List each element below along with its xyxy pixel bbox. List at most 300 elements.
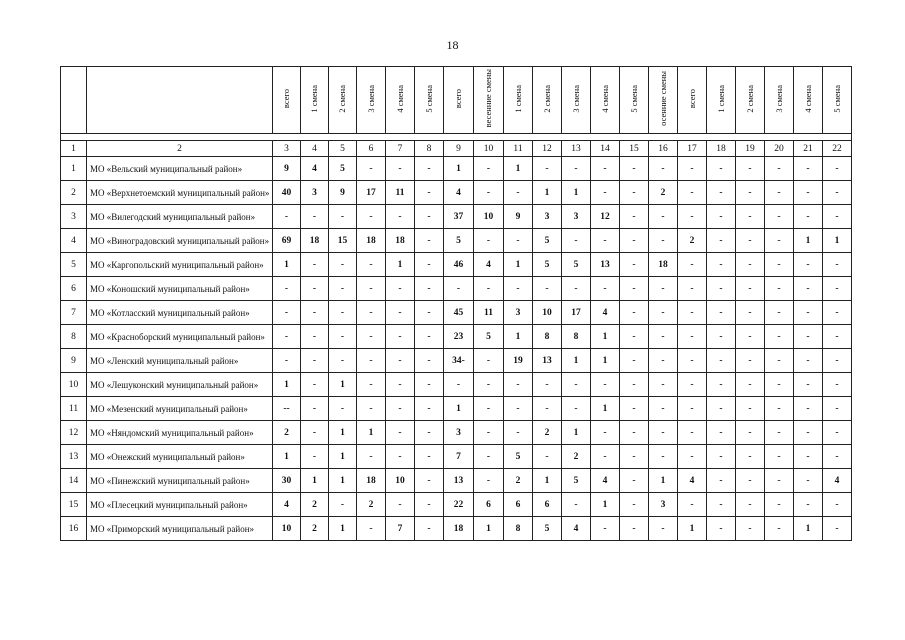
column-index-cell: 5 [329,141,357,157]
value-cell: - [649,157,678,181]
column-index-cell: 22 [823,141,852,157]
value-cell: 4 [591,301,620,325]
value-cell: - [736,277,765,301]
header-label: 5 смена [628,84,639,113]
column-index-cell: 3 [273,141,301,157]
value-cell: 1 [794,229,823,253]
value-cell: 1 [329,469,357,493]
header-cell [504,67,533,134]
column-index-cell: 13 [562,141,591,157]
value-cell: - [301,325,329,349]
value-cell: 30 [273,469,301,493]
municipality-name: МО «Пинежский муниципальный район» [87,469,273,493]
value-cell: - [765,325,794,349]
row-number: 13 [61,445,87,469]
value-cell: 10 [533,301,562,325]
value-cell: - [794,157,823,181]
header-row [61,67,852,134]
value-cell: - [823,397,852,421]
row-number: 10 [61,373,87,397]
table-row [61,301,852,325]
value-cell: - [649,349,678,373]
value-cell: - [474,397,504,421]
value-cell: - [301,205,329,229]
value-cell: - [823,373,852,397]
value-cell: - [562,229,591,253]
header-cell [620,67,649,134]
value-cell: 18 [444,517,474,541]
row-number: 16 [61,517,87,541]
value-cell: 1 [329,445,357,469]
value-cell: - [329,397,357,421]
value-cell: - [301,373,329,397]
value-cell: - [386,277,415,301]
column-index-cell: 12 [533,141,562,157]
value-cell: 1 [329,373,357,397]
value-cell: 6 [533,493,562,517]
municipality-name: МО «Ленский муниципальный район» [87,349,273,373]
value-cell: 18 [357,229,386,253]
value-cell: - [620,325,649,349]
table-row [61,373,852,397]
value-cell: - [678,181,707,205]
header-label: 3 смена [365,84,376,113]
municipality-name: МО «Красноборский муниципальный район» [87,325,273,349]
value-cell: 1 [357,421,386,445]
value-cell: 2 [357,493,386,517]
value-cell: - [415,253,444,277]
column-index-cell: 16 [649,141,678,157]
value-cell: 6 [474,493,504,517]
column-index-cell: 17 [678,141,707,157]
value-cell: 5 [329,157,357,181]
value-cell: - [415,157,444,181]
column-index-cell: 21 [794,141,823,157]
value-cell: - [591,157,620,181]
column-index-cell: 1 [61,141,87,157]
header-label: осенние смены [657,71,668,126]
value-cell: 1 [301,469,329,493]
value-cell: - [707,421,736,445]
value-cell: 13 [533,349,562,373]
header-label: 5 смена [831,84,842,113]
value-cell: - [678,397,707,421]
row-number: 12 [61,421,87,445]
header-cell [273,67,301,134]
column-index-cell: 7 [386,141,415,157]
value-cell: 9 [329,181,357,205]
table-row [61,325,852,349]
value-cell: 69 [273,229,301,253]
value-cell: - [736,373,765,397]
value-cell: - [794,325,823,349]
value-cell: 9 [504,205,533,229]
spacer-row [61,134,852,141]
value-cell: 19 [504,349,533,373]
value-cell: - [765,229,794,253]
value-cell: - [386,493,415,517]
value-cell: - [562,277,591,301]
value-cell: - [357,157,386,181]
value-cell: 10 [386,469,415,493]
value-cell: - [329,205,357,229]
header-cell [591,67,620,134]
value-cell: - [794,373,823,397]
value-cell: 11 [386,181,415,205]
header-cell [329,67,357,134]
value-cell: - [823,325,852,349]
value-cell: 1 [823,229,852,253]
value-cell: - [415,229,444,253]
header-label: всего [686,88,697,109]
value-cell: -- [273,397,301,421]
value-cell: - [415,469,444,493]
header-label: всего [453,88,464,109]
value-cell: - [357,517,386,541]
value-cell: - [707,277,736,301]
value-cell: - [415,205,444,229]
value-cell: - [273,301,301,325]
value-cell: - [591,373,620,397]
row-number: 1 [61,157,87,181]
value-cell: 18 [649,253,678,277]
value-cell: - [562,397,591,421]
value-cell: 23 [444,325,474,349]
value-cell: - [794,493,823,517]
value-cell: - [444,277,474,301]
value-cell: - [329,349,357,373]
municipality-name: МО «Верхнетоемский муниципальный район» [87,181,273,205]
value-cell: - [329,493,357,517]
value-cell: 1 [504,253,533,277]
value-cell: - [736,349,765,373]
value-cell: - [620,277,649,301]
value-cell: 1 [591,325,620,349]
value-cell: - [794,253,823,277]
value-cell: 2 [533,421,562,445]
value-cell: - [444,373,474,397]
value-cell: - [765,469,794,493]
page-number: 18 [446,38,459,52]
value-cell: - [386,157,415,181]
value-cell: - [736,469,765,493]
value-cell: 8 [504,517,533,541]
municipality-name: МО «Вилегодский муниципальный район» [87,205,273,229]
header-cell-number [61,67,87,134]
municipality-name: МО «Каргопольский муниципальный район» [87,253,273,277]
column-index-cell: 14 [591,141,620,157]
value-cell: - [678,373,707,397]
table-row [61,469,852,493]
value-cell: - [273,349,301,373]
value-cell: - [765,205,794,229]
value-cell: 1 [273,373,301,397]
value-cell: - [620,301,649,325]
value-cell: - [504,277,533,301]
value-cell: - [678,349,707,373]
value-cell: - [386,373,415,397]
row-number: 8 [61,325,87,349]
value-cell: - [591,277,620,301]
value-cell: - [707,445,736,469]
value-cell: - [474,229,504,253]
table-row [61,181,852,205]
value-cell: 12 [591,205,620,229]
row-number: 7 [61,301,87,325]
value-cell: 5 [474,325,504,349]
value-cell: - [620,205,649,229]
municipality-name: МО «Приморский муниципальный район» [87,517,273,541]
value-cell: - [765,421,794,445]
value-cell: - [649,325,678,349]
value-cell: - [794,421,823,445]
value-cell: - [707,229,736,253]
header-label: 3 смена [773,84,784,113]
table-row [61,421,852,445]
value-cell: - [620,253,649,277]
value-cell: - [562,493,591,517]
value-cell: - [678,445,707,469]
value-cell: - [823,157,852,181]
value-cell: 5 [533,253,562,277]
value-cell: - [386,397,415,421]
value-cell: - [678,421,707,445]
municipality-name: МО «Лешуконский муниципальный район» [87,373,273,397]
value-cell: 1 [504,157,533,181]
value-cell: - [386,349,415,373]
value-cell: 7 [386,517,415,541]
header-cell [707,67,736,134]
value-cell: 4 [273,493,301,517]
value-cell: - [707,349,736,373]
header-cell [533,67,562,134]
value-cell: - [823,421,852,445]
table-row [61,493,852,517]
value-cell: 4 [562,517,591,541]
table-row [61,253,852,277]
value-cell: - [823,349,852,373]
value-cell: - [823,253,852,277]
value-cell: 1 [273,445,301,469]
value-cell: - [504,181,533,205]
value-cell: - [474,181,504,205]
value-cell: - [591,445,620,469]
value-cell: 22 [444,493,474,517]
value-cell: 2 [301,517,329,541]
value-cell: 1 [329,517,357,541]
value-cell: - [707,493,736,517]
value-cell: - [329,253,357,277]
value-cell: - [736,253,765,277]
column-index-cell: 18 [707,141,736,157]
value-cell: - [765,253,794,277]
value-cell: - [707,469,736,493]
value-cell: 34- [444,349,474,373]
value-cell: 1 [794,517,823,541]
value-cell: - [474,157,504,181]
value-cell: 1 [386,253,415,277]
value-cell: 4 [474,253,504,277]
header-cell [765,67,794,134]
header-cell [474,67,504,134]
value-cell: 13 [591,253,620,277]
header-label: 4 смена [394,84,405,113]
value-cell: 1 [562,181,591,205]
municipality-name: МО «Вельский муниципальный район» [87,157,273,181]
value-cell: 40 [273,181,301,205]
value-cell: - [736,493,765,517]
value-cell: - [649,421,678,445]
value-cell: - [357,373,386,397]
row-number: 2 [61,181,87,205]
value-cell: - [794,349,823,373]
value-cell: - [357,277,386,301]
header-label: всего [281,88,292,109]
value-cell: - [620,421,649,445]
value-cell: - [736,301,765,325]
value-cell: - [620,493,649,517]
value-cell: - [415,373,444,397]
value-cell: - [474,421,504,445]
value-cell: 10 [273,517,301,541]
value-cell: - [736,325,765,349]
value-cell: 8 [562,325,591,349]
value-cell: - [620,157,649,181]
value-cell: - [823,205,852,229]
value-cell: - [301,421,329,445]
header-label: 1 смена [309,84,320,113]
value-cell: - [357,445,386,469]
value-cell: - [678,205,707,229]
value-cell: 18 [301,229,329,253]
column-index-cell: 19 [736,141,765,157]
municipality-name: МО «Мезенский муниципальный район» [87,397,273,421]
value-cell: 3 [444,421,474,445]
value-cell: 1 [329,421,357,445]
value-cell: 46 [444,253,474,277]
table-row [61,445,852,469]
value-cell: - [533,277,562,301]
value-cell: 17 [357,181,386,205]
header-label: 4 смена [802,84,813,113]
value-cell: - [823,181,852,205]
value-cell: 1 [562,421,591,445]
column-index-cell: 11 [504,141,533,157]
value-cell: - [649,277,678,301]
value-cell: - [649,445,678,469]
value-cell: 17 [562,301,591,325]
value-cell: 1 [444,397,474,421]
value-cell: - [765,157,794,181]
value-cell: - [823,493,852,517]
value-cell: - [765,349,794,373]
value-cell: - [357,301,386,325]
row-number: 4 [61,229,87,253]
value-cell: 8 [533,325,562,349]
table-row [61,205,852,229]
value-cell: 18 [357,469,386,493]
value-cell: - [357,397,386,421]
value-cell: - [329,325,357,349]
value-cell: - [678,301,707,325]
value-cell: 5 [562,253,591,277]
value-cell: - [765,445,794,469]
municipality-name: МО «Няндомский муниципальный район» [87,421,273,445]
value-cell: - [707,325,736,349]
value-cell: - [765,397,794,421]
value-cell: 4 [823,469,852,493]
value-cell: 4 [301,157,329,181]
value-cell: - [823,277,852,301]
header-cell [823,67,852,134]
row-number: 14 [61,469,87,493]
column-index-cell: 9 [444,141,474,157]
value-cell: - [591,181,620,205]
value-cell: - [415,421,444,445]
value-cell: - [415,325,444,349]
value-cell: 2 [562,445,591,469]
value-cell: - [301,445,329,469]
value-cell: - [533,397,562,421]
value-cell: - [823,301,852,325]
value-cell: 5 [504,445,533,469]
header-cell [736,67,765,134]
value-cell: - [474,349,504,373]
table-row [61,397,852,421]
value-cell: - [474,277,504,301]
header-cell [301,67,329,134]
value-cell: - [765,277,794,301]
value-cell: - [301,301,329,325]
table-row [61,517,852,541]
column-index-cell: 20 [765,141,794,157]
row-number: 3 [61,205,87,229]
value-cell: - [794,445,823,469]
value-cell: 1 [649,469,678,493]
column-index-cell: 4 [301,141,329,157]
value-cell: - [415,277,444,301]
value-cell: - [620,373,649,397]
value-cell: 15 [329,229,357,253]
value-cell: - [504,397,533,421]
municipality-name: МО «Плесецкий муниципальный район» [87,493,273,517]
value-cell: - [301,397,329,421]
value-cell: - [649,205,678,229]
column-index-cell: 6 [357,141,386,157]
value-cell: 2 [649,181,678,205]
value-cell: - [649,301,678,325]
value-cell: - [357,325,386,349]
value-cell: - [649,229,678,253]
value-cell: 11 [474,301,504,325]
value-cell: - [707,397,736,421]
value-cell: - [707,205,736,229]
value-cell: - [678,277,707,301]
value-cell: - [794,205,823,229]
value-cell: 1 [591,397,620,421]
row-number: 11 [61,397,87,421]
value-cell: 1 [591,349,620,373]
value-cell: 1 [533,469,562,493]
header-label: 2 смена [541,84,552,113]
value-cell: - [533,445,562,469]
header-cell [444,67,474,134]
header-cell-name [87,67,273,134]
value-cell: 7 [444,445,474,469]
value-cell: - [415,301,444,325]
value-cell: 3 [649,493,678,517]
value-cell: 1 [591,493,620,517]
